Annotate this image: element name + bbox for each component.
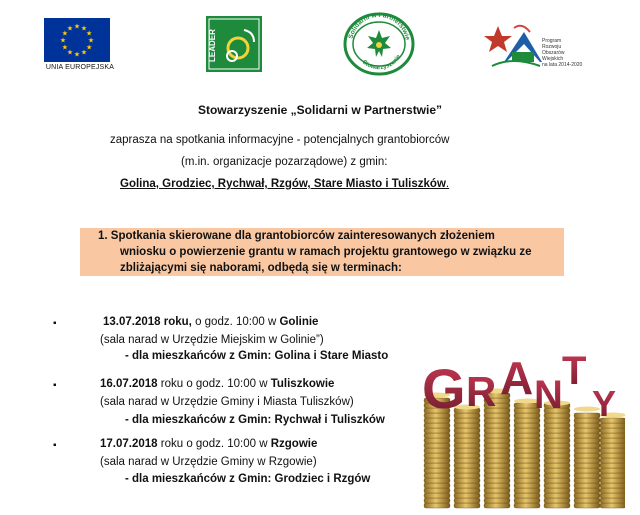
coin [484, 448, 510, 453]
gminy-list [120, 178, 449, 190]
coin [600, 488, 625, 493]
coin [484, 498, 510, 503]
grants-coins-image [420, 350, 625, 510]
eu-star-icon: ★ [59, 37, 67, 45]
coin [600, 498, 625, 503]
meeting-place: Rzgowie [270, 438, 318, 450]
meeting-bullet: ▪ [53, 380, 57, 391]
coin [600, 438, 625, 443]
coin [544, 483, 570, 488]
prow-line: Obszarów [542, 50, 565, 56]
coin [454, 478, 480, 483]
coin [454, 458, 480, 463]
coin [514, 488, 540, 493]
eu-star-icon: ★ [80, 25, 88, 33]
meeting-place: Golinie [279, 316, 319, 328]
eu-flag-logo [44, 18, 110, 62]
coin [454, 433, 480, 438]
coin [484, 453, 510, 458]
invitation-line: zaprasza na spotkania informacyjne - potencjalnych grantobiorców [110, 134, 450, 146]
coin [454, 463, 480, 468]
coin [454, 483, 480, 488]
coin [600, 443, 625, 448]
meeting-audience: - dla mieszkańców z Gmin: Grodziec i Rzgów [125, 473, 371, 485]
coin [484, 428, 510, 433]
coin [544, 498, 570, 503]
coin [424, 458, 450, 463]
coin [514, 423, 540, 428]
meeting-time: roku o godz. 10:00 w [157, 438, 271, 450]
banner-line-1: 1. Spotkania skierowane dla grantobiorców zainteresowanych złożeniem [98, 230, 495, 242]
meeting-place: Tuliszkowie [270, 378, 335, 390]
coin [544, 433, 570, 438]
coin [514, 448, 540, 453]
coin [544, 488, 570, 493]
leader-logo-text: LEADER [208, 29, 217, 62]
coin [544, 423, 570, 428]
meeting-3-header [100, 438, 317, 450]
coin [574, 483, 600, 488]
coin [544, 453, 570, 458]
banner-line-3: zbliżającymi się naborami, odbędą się w terminach: [120, 262, 402, 274]
prow-logo [484, 22, 546, 70]
meeting-time: o godz. 10:00 w [191, 316, 280, 328]
coin [454, 428, 480, 433]
coin [544, 503, 570, 508]
coin [544, 463, 570, 468]
coin [484, 418, 510, 423]
grants-letter-y: Y [592, 383, 617, 424]
coin [574, 498, 600, 503]
meeting-date: 16.07.2018 [100, 378, 158, 390]
meeting-2-header [100, 378, 334, 390]
coin [574, 473, 600, 478]
coin [424, 483, 450, 488]
coin [514, 443, 540, 448]
meeting-venue: (sala narad w Urzędzie Gminy i Miasta Tuliszków) [100, 396, 354, 408]
solidarni-ring-text: Solidarni w Partnerstwie [347, 12, 411, 41]
coin [574, 493, 600, 498]
coin [514, 438, 540, 443]
coin [574, 468, 600, 473]
eu-star-icon: ★ [80, 49, 88, 57]
grants-letter-n: N [534, 373, 563, 417]
coin [600, 493, 625, 498]
meeting-venue: (sala narad w Urzędzie Gminy w Rzgowie) [100, 456, 317, 468]
coin [454, 438, 480, 443]
coin [424, 478, 450, 483]
coin [484, 483, 510, 488]
coin [600, 473, 625, 478]
prow-caption [542, 38, 602, 68]
coin [514, 473, 540, 478]
coin [600, 448, 625, 453]
coin [574, 428, 600, 433]
coin [514, 453, 540, 458]
solidarni-bottom-text: Stowarzyszenie [360, 53, 403, 72]
coin [514, 503, 540, 508]
coin [544, 438, 570, 443]
coin [484, 488, 510, 493]
coin [600, 503, 625, 508]
coin [454, 493, 480, 498]
coin [544, 458, 570, 463]
banner-line-2: wniosku o powierzenie grantu w ramach projektu grantowego w związku ze [120, 246, 532, 258]
coin [454, 468, 480, 473]
meeting-audience: - dla mieszkańców z Gmin: Golina i Stare Miasto [125, 350, 389, 362]
coin [574, 488, 600, 493]
coin [484, 433, 510, 438]
coin [574, 453, 600, 458]
eu-star-icon: ★ [61, 44, 69, 52]
coin [600, 468, 625, 473]
coin [484, 503, 510, 508]
coin [514, 463, 540, 468]
coin [484, 468, 510, 473]
prow-line: na lata 2014-2020 [542, 62, 583, 68]
eu-star-icon: ★ [85, 44, 93, 52]
coin [454, 498, 480, 503]
grants-letter-t: T [562, 350, 587, 393]
coin [424, 493, 450, 498]
solidarni-logo [342, 12, 416, 76]
coin [424, 433, 450, 438]
eu-star-icon: ★ [85, 30, 93, 38]
meeting-venue: (sala narad w Urzędzie Miejskim w Golinie”) [100, 334, 324, 346]
coin [600, 428, 625, 433]
coin [544, 493, 570, 498]
coin [600, 478, 625, 483]
coin [600, 463, 625, 468]
coin [484, 478, 510, 483]
coin [454, 488, 480, 493]
coin [424, 428, 450, 433]
coin [424, 498, 450, 503]
coin [484, 423, 510, 428]
eu-star-icon: ★ [66, 25, 74, 33]
coin [544, 473, 570, 478]
coin [574, 438, 600, 443]
grants-letter-r: R [466, 368, 497, 415]
coin [574, 458, 600, 463]
coin [574, 443, 600, 448]
coin [484, 458, 510, 463]
meeting-bullet: ▪ [53, 440, 57, 451]
coin [514, 433, 540, 438]
eu-star-icon: ★ [87, 37, 95, 45]
coin [454, 448, 480, 453]
info-banner [80, 228, 564, 276]
coin [424, 438, 450, 443]
coin [424, 503, 450, 508]
coin [544, 418, 570, 423]
coin [454, 503, 480, 508]
coin [544, 468, 570, 473]
eu-star-icon: ★ [66, 49, 74, 57]
coin [424, 473, 450, 478]
prow-line: Wiejskich [542, 56, 564, 62]
meeting-date: 17.07.2018 [100, 438, 158, 450]
eu-caption: UNIA EUROPEJSKA [45, 64, 115, 71]
coin [514, 458, 540, 463]
coin [600, 453, 625, 458]
coin [574, 433, 600, 438]
coin [514, 493, 540, 498]
prow-line: Rozwoju [542, 44, 562, 50]
coin [484, 473, 510, 478]
gminy-names: Golina, Grodziec, Rychwał, Rzgów, Stare Miasto i Tuliszków [120, 178, 446, 190]
coin [424, 423, 450, 428]
meeting-bullet: ▪ [53, 318, 57, 329]
coin [600, 483, 625, 488]
coin [514, 483, 540, 488]
coin [574, 503, 600, 508]
grants-letter-g: G [422, 357, 466, 420]
coin [514, 498, 540, 503]
coin [454, 453, 480, 458]
meeting-date: 13.07.2018 roku, [103, 316, 192, 328]
grants-letter-a: A [500, 352, 534, 404]
leader-logo [206, 16, 262, 72]
meeting-1-header [103, 316, 318, 328]
gminy-period: . [445, 178, 450, 190]
coin [424, 453, 450, 458]
coin [574, 448, 600, 453]
coin [544, 428, 570, 433]
document-title: Stowarzyszenie „Solidarni w Partnerstwie” [197, 103, 443, 117]
coin [484, 463, 510, 468]
coin [514, 428, 540, 433]
coin [484, 493, 510, 498]
coin [454, 443, 480, 448]
coin [544, 478, 570, 483]
coin [600, 433, 625, 438]
coin [424, 448, 450, 453]
coin [424, 463, 450, 468]
coin [514, 418, 540, 423]
coin [574, 478, 600, 483]
coin [544, 443, 570, 448]
eu-star-icon: ★ [61, 30, 69, 38]
coin [514, 468, 540, 473]
coin [454, 473, 480, 478]
coin [424, 488, 450, 493]
coin [424, 468, 450, 473]
organizations-line: (m.in. organizacje pozarządowe) z gmin: [181, 156, 388, 168]
prow-line: Program [542, 38, 562, 44]
coin [544, 448, 570, 453]
eu-star-icon: ★ [73, 51, 81, 59]
coin [424, 443, 450, 448]
coin [514, 478, 540, 483]
meeting-time: roku o godz. 10:00 w [157, 378, 271, 390]
coin [484, 443, 510, 448]
eu-star-icon: ★ [73, 23, 81, 31]
meeting-audience: - dla mieszkańców z Gmin: Rychwał i Tuliszków [125, 414, 385, 426]
coin [454, 423, 480, 428]
coin [574, 463, 600, 468]
coin [484, 438, 510, 443]
coin [600, 458, 625, 463]
